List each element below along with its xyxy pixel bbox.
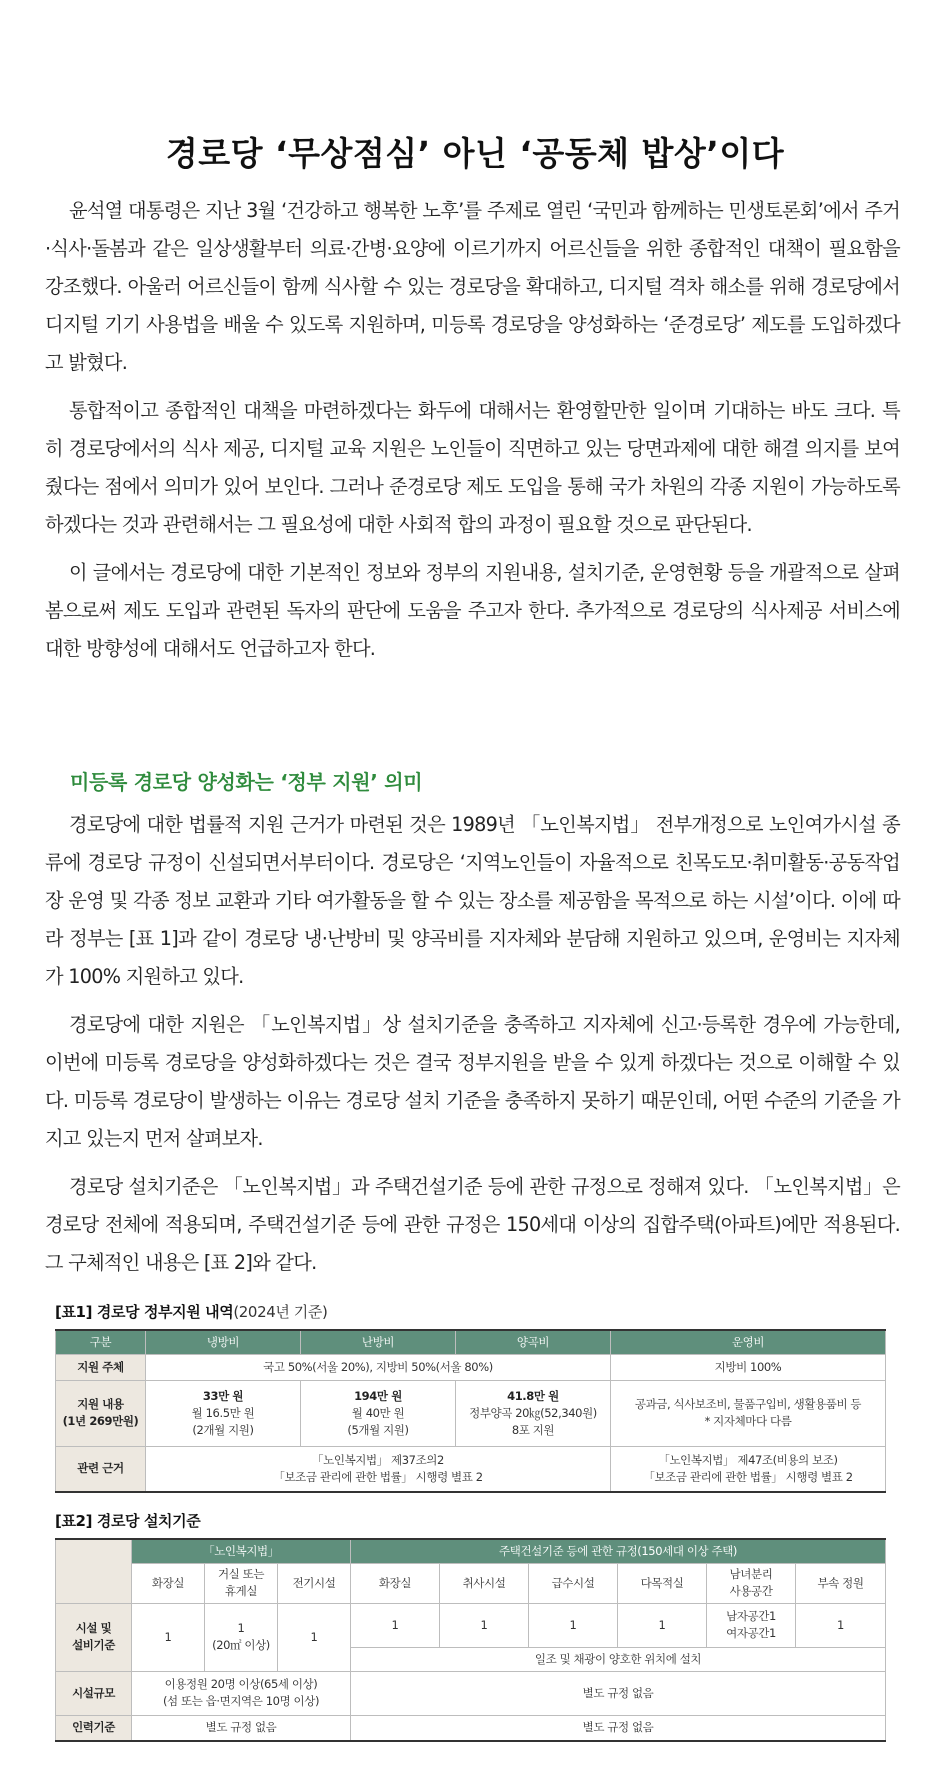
table2-staff-welfare: 별도 규정 없음 [132, 1715, 351, 1741]
table1-caption-note: (2024년 기준) [233, 1303, 328, 1321]
table2-housing-separated-value: 남자공간1 여자공간1 [707, 1603, 796, 1647]
table2-corner [56, 1539, 132, 1603]
table1-subject-shared: 국고 50%(서울 20%), 지방비 50%(서울 80%) [146, 1354, 611, 1380]
table1-header-operation: 운영비 [611, 1330, 886, 1354]
table1-basis-operation: 「노인복지법」 제47조(비용의 보조) 「보조금 관리에 관한 법률」 시행령 별표 2 [611, 1446, 886, 1492]
table2-col-housing-kitchen: 취사시설 [440, 1563, 529, 1603]
table2-col-welfare-lounge: 거실 또는 휴게실 [205, 1563, 278, 1603]
table2-row-label-scale: 시설규모 [56, 1671, 132, 1715]
table2-welfare-lounge-value: 1 (20㎡ 이상) [205, 1603, 278, 1671]
table1-row-label-subject: 지원 주체 [56, 1354, 146, 1380]
table2-scale-welfare: 이용정원 20명 이상(65세 이상) (섬 또는 읍·면지역은 10명 이상) [132, 1671, 351, 1715]
section-paragraph-2: 경로당에 대한 지원은 「노인복지법」상 설치기준을 충족하고 지자체에 신고·등록한 경우에 가능한데, 이번에 미등록 경로당을 양성화하겠다는 것은 결국 정부지원을 받을 수 있게 하겠다는 것으로 이해할 수 있다. 미등록 경로당이 발생하는 이유는 경로당 설치 기준을 충족하지 못하기 때문인데, 어떤 수준의 기준을 가지고 있는지 먼저 살펴보자. [45, 1013, 900, 1150]
table1-heating-detail: 월 40만 원 (5개월 지원) [347, 1405, 409, 1437]
table1-caption-title: [표1] 경로당 정부지원 내역 [55, 1303, 234, 1321]
table2-group-welfare: 「노인복지법」 [132, 1539, 351, 1563]
table1-cooling-amount: 33만 원 [202, 1388, 244, 1403]
table2-welfare-toilet-value: 1 [132, 1603, 205, 1671]
table2-col-housing-toilet: 화장실 [351, 1563, 440, 1603]
table1-row-label-content: 지원 내용 (1년 269만원) [56, 1380, 146, 1446]
table2-housing-toilet-value: 1 [351, 1603, 440, 1647]
table2-housing-garden-value: 1 [796, 1603, 886, 1647]
table2-installation-standards [55, 1538, 886, 1742]
table1-cooling-detail: 월 16.5만 원 (2개월 지원) [191, 1405, 255, 1437]
intro-section [45, 192, 900, 668]
table2-col-housing-multipurpose: 다목적실 [618, 1563, 707, 1603]
section-body [45, 806, 900, 1282]
table1-header-grain: 양곡비 [456, 1330, 611, 1354]
table1-heating-cell [301, 1380, 456, 1446]
table2-col-housing-garden: 부속 정원 [796, 1563, 886, 1603]
table1-heating-amount: 194만 원 [354, 1388, 402, 1403]
table1-operation-content: 공과금, 식사보조비, 물품구입비, 생활용품비 등 * 지자체마다 다름 [611, 1380, 886, 1446]
table2-housing-multipurpose-value: 1 [618, 1603, 707, 1647]
table2-row-label-staff: 인력기준 [56, 1715, 132, 1741]
table1-basis-shared: 「노인복지법」 제37조의2 「보조금 관리에 관한 법률」 시행령 별표 2 [146, 1446, 611, 1492]
table2-col-housing-water: 급수시설 [529, 1563, 618, 1603]
table1-caption [55, 1301, 327, 1322]
table2-caption: [표2] 경로당 설치기준 [55, 1512, 201, 1530]
table1-government-support [55, 1329, 886, 1493]
table2-col-welfare-electric: 전기시설 [278, 1563, 351, 1603]
intro-paragraph-2: 통합적이고 종합적인 대책을 마련하겠다는 화두에 대해서는 환영할만한 일이며 기대하는 바도 크다. 특히 경로당에서의 식사 제공, 디지털 교육 지원은 노인들이 직면하고 있는 당면과제에 대한 해결 의지를 보여줬다는 점에서 의미가 있어 보인다. 그러나 준경로당 제도 도입을 통해 국가 차원의 각종 지원이 가능하도록 하겠다는 것과 관련해서는 그 필요성에 대한 사회적 합의 과정이 필요할 것으로 판단된다. [45, 399, 900, 536]
table2-group-housing: 주택건설기준 등에 관한 규정(150세대 이상 주택) [351, 1539, 886, 1563]
table2-scale-housing: 별도 규정 없음 [351, 1671, 886, 1715]
table2-col-housing-separated: 남녀분리 사용공간 [707, 1563, 796, 1603]
table1-grain-cell [456, 1380, 611, 1446]
section-paragraph-1: 경로당에 대한 법률적 지원 근거가 마련된 것은 1989년 「노인복지법」 전부개정으로 노인여가시설 종류에 경로당 규정이 신설되면서부터이다. 경로당은 ‘지역노인들이 자율적으로 친목도모·취미활동·공동작업장 운영 및 각종 정보 교환과 기타 여가활동을 할 수 있는 장소를 제공함을 목적으로 하는 시설’이다. 이에 따라 정부는 [표 1]과 같이 경로당 냉·난방비 및 양곡비를 지자체와 분담해 지원하고 있으며, 운영비는 지자체가 100% 지원하고 있다. [45, 813, 900, 988]
intro-paragraph-1: 윤석열 대통령은 지난 3월 ‘건강하고 행복한 노후’를 주제로 열린 ‘국민과 함께하는 민생토론회’에서 주거·식사·돌봄과 같은 일상생활부터 의료·간병·요양에 이르기까지 어르신들을 위한 종합적인 대책이 필요함을 강조했다. 아울러 어르신들이 함께 식사할 수 있는 경로당을 확대하고, 디지털 격차 해소를 위해 경로당에서 디지털 기기 사용법을 배울 수 있도록 지원하며, 미등록 경로당을 양성화하는 ‘준경로당’ 제도를 도입하겠다고 밝혔다. [45, 199, 900, 374]
table2-welfare-electric-value: 1 [278, 1603, 351, 1671]
page-title: 경로당 ‘무상점심’ 아닌 ‘공동체 밥상’이다 [165, 134, 785, 173]
table1-row-label-basis: 관련 근거 [56, 1446, 146, 1492]
table1-header-heating: 난방비 [301, 1330, 456, 1354]
section-paragraph-3: 경로당 설치기준은 「노인복지법」과 주택건설기준 등에 관한 규정으로 정해져 있다. 「노인복지법」은 경로당 전체에 적용되며, 주택건설기준 등에 관한 규정은 150세대 이상의 집합주택(아파트)에만 적용된다. 그 구체적인 내용은 [표 2]와 같다. [45, 1175, 900, 1274]
table2-housing-kitchen-value: 1 [440, 1603, 529, 1647]
table1-grain-amount: 41.8만 원 [507, 1388, 559, 1403]
table2-housing-water-value: 1 [529, 1603, 618, 1647]
table1-subject-operation: 지방비 100% [611, 1354, 886, 1380]
table2-col-welfare-toilet: 화장실 [132, 1563, 205, 1603]
intro-paragraph-3: 이 글에서는 경로당에 대한 기본적인 정보와 정부의 지원내용, 설치기준, 운영현황 등을 개괄적으로 살펴봄으로써 제도 도입과 관련된 독자의 판단에 도움을 주고자 한다. 추가적으로 경로당의 식사제공 서비스에 대한 방향성에 대해서도 언급하고자 한다. [45, 561, 900, 660]
table1-cooling-cell [146, 1380, 301, 1446]
table1-header-cooling: 냉방비 [146, 1330, 301, 1354]
table1-grain-detail: 정부양곡 20㎏(52,340원) 8포 지원 [469, 1405, 597, 1437]
table1-header-category: 구분 [56, 1330, 146, 1354]
table2-staff-housing: 별도 규정 없음 [351, 1715, 886, 1741]
table2-housing-note: 일조 및 채광이 양호한 위치에 설치 [351, 1647, 886, 1671]
table2-row-label-facility: 시설 및 설비기준 [56, 1603, 132, 1671]
section-heading: 미등록 경로당 양성화는 ‘정부 지원’ 의미 [70, 770, 423, 794]
